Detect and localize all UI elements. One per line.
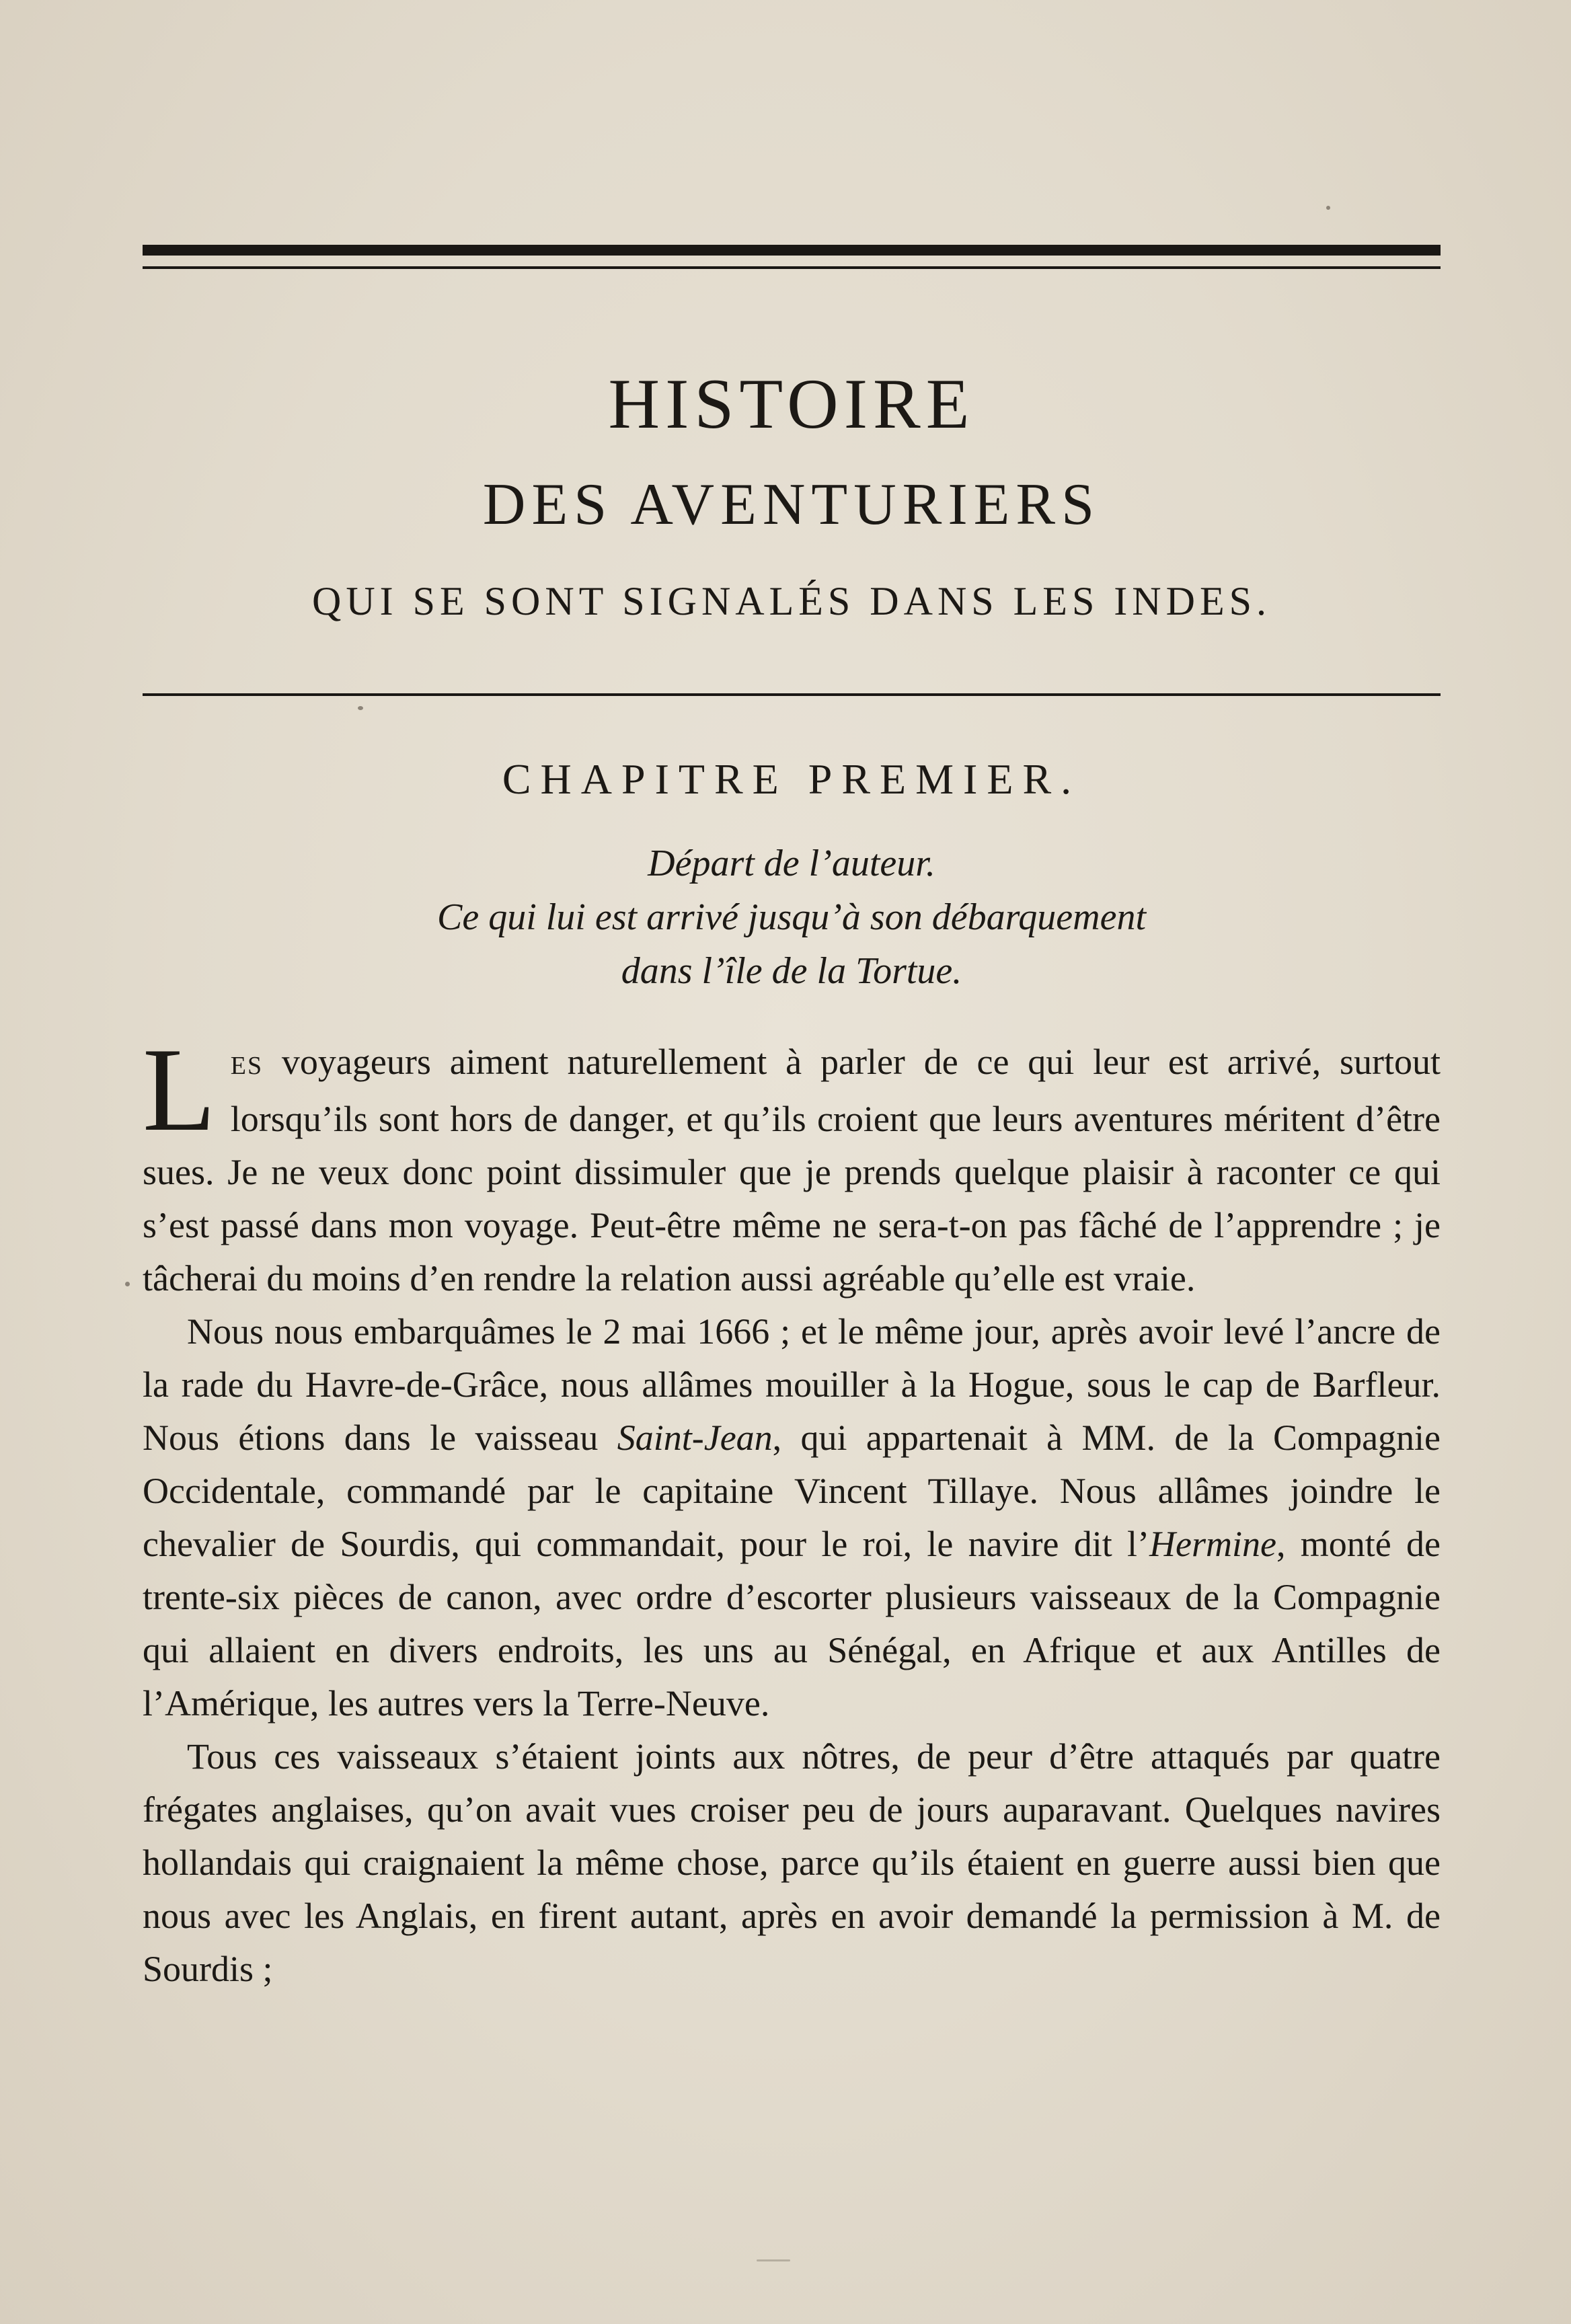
chapter-summary-line: Départ de l’auteur. xyxy=(648,843,935,884)
drop-cap: L xyxy=(143,1023,216,1156)
top-thin-rule xyxy=(143,266,1441,269)
paragraph xyxy=(143,1023,1441,1305)
chapter-summary-line: dans l’île de la Tortue. xyxy=(621,950,962,992)
book-subtitle: DES AVENTURIERS xyxy=(482,472,1101,537)
book-subtitle-line2: QUI SE SONT SIGNALÉS DANS LES INDES. xyxy=(312,579,1271,623)
paragraph-text: Tous ces vaisseaux s’étaient joints aux nôtres, de peur d’être attaqués par quatre frégates anglaises, qu’on avait vues croiser peu de jours auparavant. Quelques navires hollandais qui craignaient la même chose, parce qu’ils étaient en guerre aussi bien que nous avec les Anglais, en firent autant, après en avoir demandé la permission à M. de Sourdis ; xyxy=(143,1736,1441,1989)
paragraph-text: Nous nous embarquâmes le 2 mai 1666 ; et le même jour, après avoir levé l’ancre de la rade du Havre-de-Grâce, nous allâmes mouiller à la Hogue, sous le cap de Barfleur. Nous étions dans le vaisseau xyxy=(143,1311,1441,1458)
book-title: HISTOIRE xyxy=(608,364,975,443)
chapter-heading: CHAPITRE PREMIER. xyxy=(502,755,1081,803)
paragraph-text: , monté de trente-six pièces de canon, avec ordre d’escorter plusieurs vaisseaux de la Compagnie qui allaient en divers endroits, les uns au Sénégal, en Afrique et aux Antilles de l’Amérique, les autres vers la Terre-Neuve. xyxy=(143,1524,1441,1723)
chapter-summary-line: Ce qui lui est arrivé jusqu’à son débarquement xyxy=(436,896,1147,938)
small-caps-text: ES xyxy=(230,1052,264,1080)
paragraph-text: , qui appartenait à MM. de la Compagnie Occidentale, commandé par le capitaine Vincent Tillaye. Nous allâmes joindre le chevalier de Sourdis, qui commandait, pour le roi, le navire dit l’ xyxy=(143,1418,1441,1564)
paper-speck xyxy=(358,706,363,710)
paragraph xyxy=(143,1730,1441,1996)
section-divider-rule xyxy=(143,693,1441,696)
top-thick-rule xyxy=(143,245,1441,256)
ship-name: Saint-Jean xyxy=(617,1418,773,1458)
chapter-summary xyxy=(143,837,1441,998)
paper-speck xyxy=(1326,206,1330,210)
paper-speck xyxy=(757,2259,790,2261)
body-text xyxy=(143,1023,1441,1996)
paragraph xyxy=(143,1305,1441,1730)
ship-name: Hermine xyxy=(1149,1524,1276,1564)
paragraph-text: voyageurs aiment naturellement à parler de ce qui leur est arrivé, surtout lorsqu’ils sont hors de danger, et qu’ils croient que leurs aventures méritent d’être sues. Je ne veux donc point dissimuler que je prends quelque plaisir à raconter ce qui s’est passé dans mon voyage. Peut-être même ne sera-t-on pas fâché de l’apprendre ; je tâcherai du moins d’en rendre la relation aussi agréable qu’elle est vraie. xyxy=(143,1042,1441,1299)
paper-speck xyxy=(125,1282,130,1286)
